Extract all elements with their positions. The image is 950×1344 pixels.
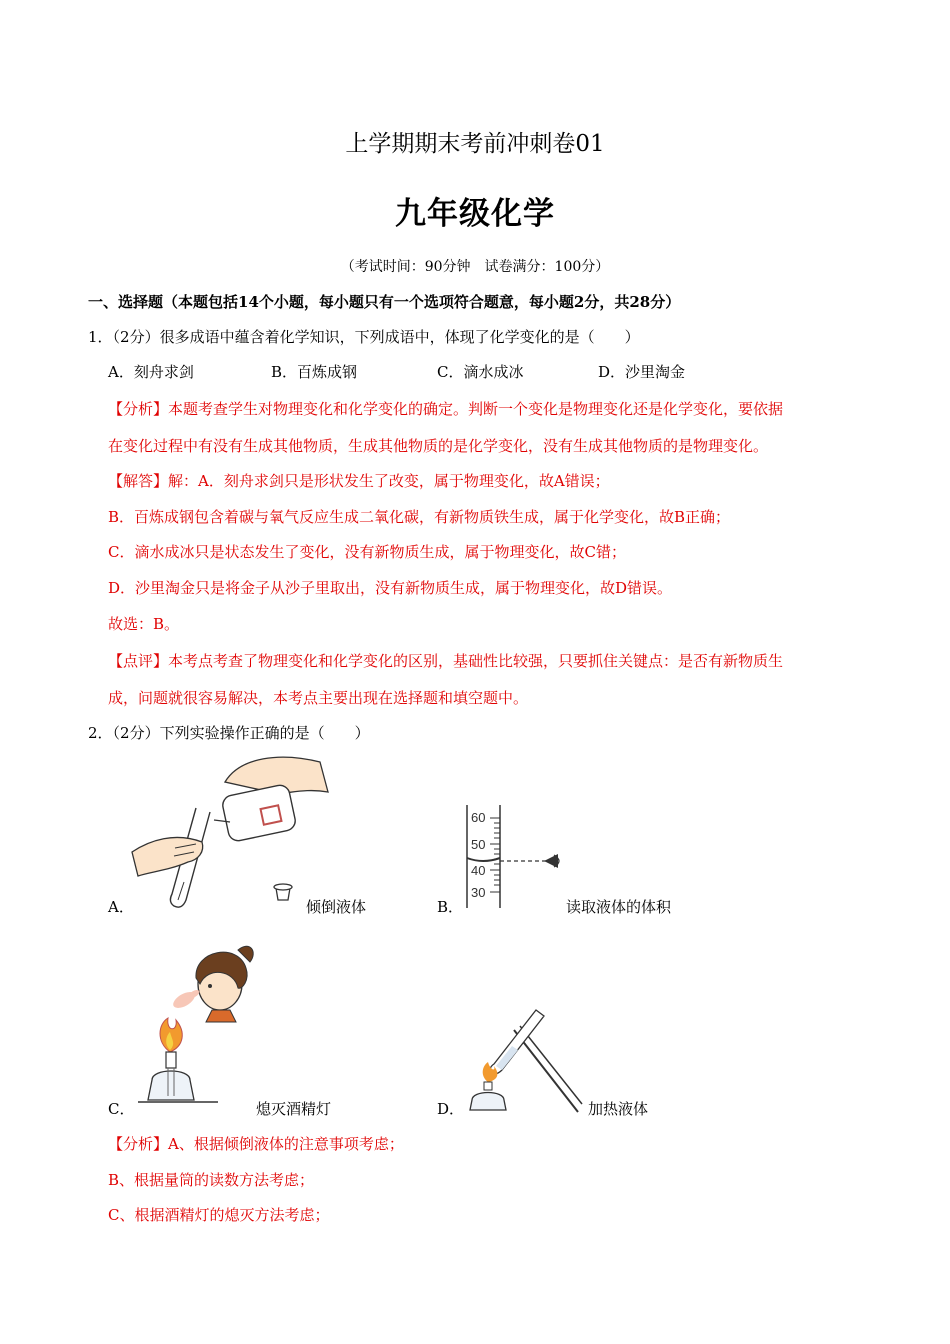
question-1-stem: 1．（2分）很多成语中蕴含着化学知识，下列成语中，体现了化学变化的是（ ） bbox=[88, 328, 640, 346]
question-1-answer-a: 【解答】解：A．刻舟求剑只是形状发生了改变，属于物理变化，故A错误； bbox=[108, 472, 610, 490]
page-title: 九年级化学 bbox=[395, 196, 555, 232]
pouring-liquid-illustration bbox=[130, 752, 330, 910]
question-1-option-a: A．刻舟求剑 bbox=[108, 363, 194, 381]
question-1-analysis: 【分析】本题考查学生对物理变化和化学变化的确定。判断一个变化是物理变化还是化学变化，要依据 bbox=[108, 400, 784, 418]
question-1-comment-cont: 成，问题就很容易解决，本考点主要出现在选择题和填空题中。 bbox=[108, 689, 529, 707]
question-1-answer-d: D．沙里淘金只是将金子从沙子里取出，没有新物质生成，属于物理变化，故D错误。 bbox=[108, 579, 673, 597]
question-2-option-c-caption: 熄灭酒精灯 bbox=[256, 1100, 332, 1118]
question-2-option-c-letter: C． bbox=[108, 1100, 135, 1118]
question-2-option-d-letter: D． bbox=[437, 1100, 465, 1118]
question-1-choice: 故选：B。 bbox=[108, 615, 180, 633]
question-1-analysis-cont: 在变化过程中有没有生成其他物质，生成其他物质的是化学变化，没有生成其他物质的是物理变化。 bbox=[108, 437, 769, 455]
question-2-analysis-c: C、根据酒精灯的熄灭方法考虑； bbox=[108, 1206, 330, 1224]
question-1-option-c: C．滴水成冰 bbox=[437, 363, 524, 381]
graduated-cylinder-illustration bbox=[462, 800, 572, 912]
question-2-option-b-letter: B． bbox=[437, 898, 464, 916]
cylinder-tick-30: 30 bbox=[471, 885, 486, 900]
exam-info: （考试时间：90分钟 试卷满分：100分） bbox=[340, 259, 610, 275]
question-2-option-a-letter: A． bbox=[108, 898, 134, 916]
question-1-option-b: B．百炼成钢 bbox=[271, 363, 358, 381]
question-2-option-d-caption: 加热液体 bbox=[588, 1100, 649, 1118]
question-2-option-a-caption: 倾倒液体 bbox=[306, 898, 367, 916]
question-2-stem: 2．（2分）下列实验操作正确的是（ ） bbox=[88, 724, 370, 742]
cylinder-tick-40: 40 bbox=[471, 863, 486, 878]
question-2-analysis-a: 【分析】A、根据倾倒液体的注意事项考虑； bbox=[108, 1135, 404, 1153]
question-2-option-b-caption: 读取液体的体积 bbox=[566, 898, 672, 916]
exam-subtitle: 上学期期末考前冲刺卷01 bbox=[345, 131, 605, 157]
cylinder-tick-50: 50 bbox=[471, 837, 486, 852]
heating-liquid-illustration bbox=[466, 1000, 586, 1112]
cylinder-tick-60: 60 bbox=[471, 810, 486, 825]
extinguish-alcohol-lamp-illustration bbox=[138, 940, 258, 1112]
question-1-option-d: D．沙里淘金 bbox=[598, 363, 686, 381]
section-heading: 一、选择题（本题包括14个小题，每小题只有一个选项符合题意，每小题2分，共28分） bbox=[88, 293, 681, 311]
question-1-comment: 【点评】本考点考查了物理变化和化学变化的区别，基础性比较强，只要抓住关键点：是否有新物质生 bbox=[108, 652, 784, 670]
question-1-answer-c: C．滴水成冰只是状态发生了变化，没有新物质生成，属于物理变化，故C错； bbox=[108, 543, 626, 561]
question-2-analysis-b: B、根据量筒的读数方法考虑； bbox=[108, 1171, 315, 1189]
question-1-answer-b: B．百炼成钢包含着碳与氧气反应生成二氧化碳，有新物质铁生成，属于化学变化，故B正确； bbox=[108, 508, 731, 526]
